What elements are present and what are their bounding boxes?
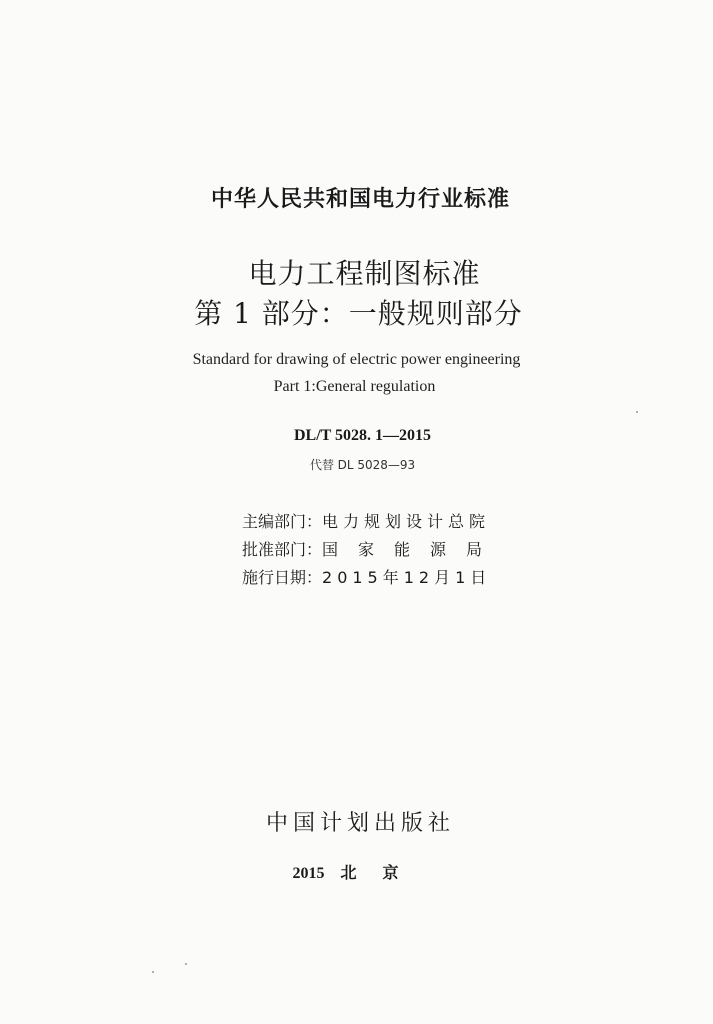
editor-row bbox=[242, 509, 490, 532]
effective-value: 2015年12月1日 bbox=[322, 568, 492, 587]
publisher-name: 中国计划出版社 bbox=[265, 811, 455, 836]
standard-code: DL/T 5028. 1—2015 bbox=[293, 427, 432, 444]
editor-value: 电力规划设计总院 bbox=[322, 512, 491, 531]
title-en-line2: Part 1:General regulation bbox=[273, 378, 436, 395]
title-cn-line1: 电力工程制图标准 bbox=[248, 257, 481, 290]
title-cn-line2: 第 1 部分：一般规则部分 bbox=[194, 297, 523, 330]
replaces-note: 代替 DL 5028—93 bbox=[309, 458, 416, 472]
publication-year: 2015 bbox=[292, 865, 325, 882]
scan-speck bbox=[185, 963, 187, 965]
approver-value: 国家能源局 bbox=[322, 540, 503, 559]
effective-label: 施行日期： bbox=[242, 568, 323, 587]
publication-city: 北京 bbox=[340, 863, 425, 882]
publication-place bbox=[2, 860, 713, 883]
scan-speck bbox=[152, 971, 154, 973]
title-en-line1: Standard for drawing of electric power engineering bbox=[192, 351, 521, 368]
industry-standard-heading: 中华人民共和国电力行业标准 bbox=[210, 187, 510, 212]
editor-label: 主编部门： bbox=[242, 512, 323, 531]
effective-date-row bbox=[242, 565, 491, 588]
approver-label: 批准部门： bbox=[242, 540, 323, 559]
approver-row bbox=[242, 537, 502, 560]
scan-speck bbox=[636, 411, 638, 413]
